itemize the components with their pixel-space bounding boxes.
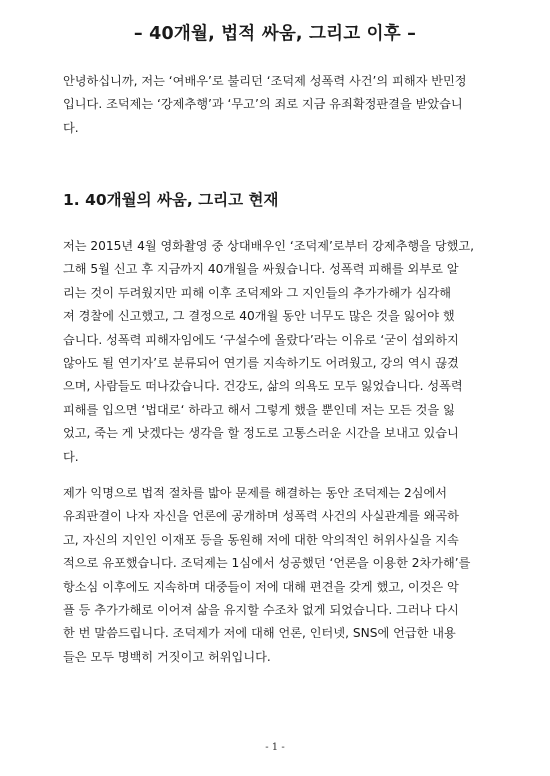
paragraph-line: 피해를 입으면 ‘법대로‘ 하라고 해서 그렇게 했을 뿐인데 저는 모든 것을 잃 [63,402,455,417]
paragraph-line: 저는 2015년 4월 영화촬영 중 상대배우인 ‘조덕제’로부터 강제추행을 당했고, [63,239,475,253]
paragraph-line: 들은 모두 명백히 거짓이고 허위입니다. [63,649,271,664]
paragraph-line: 제가 익명으로 법적 절차를 밟아 문제를 해결하는 동안 조덕제는 2심에서 [63,486,448,500]
intro-line: 안녕하십니까, 저는 ‘여배우’로 불리던 ‘조덕제 성폭력 사건’의 피해자 반민정 [63,74,467,88]
paragraph-line: 리는 것이 두려웠지만 피해 이후 조덕제와 그 지인들의 추가가해가 심각해 [63,285,452,300]
paragraph-line: 항소심 이후에도 지속하며 대중들이 저에 대해 편견을 갖게 했고, 이것은 악 [63,579,459,594]
paragraph-line: 유죄판결이 나자 자신을 언론에 공개하며 성폭력 사건의 사실관계를 왜곡하 [63,509,459,524]
paragraph-line: 었고, 죽는 게 낫겠다는 생각을 할 정도로 고통스러운 시간을 보내고 있습니 [63,426,459,441]
intro-paragraph [63,70,495,140]
paragraph-line: 다. [63,449,79,464]
paragraph-line: 습니다. 성폭력 피해자임에도 ‘구설수에 올랐다’라는 이유로 ‘굳이 섭외하지 [63,332,459,347]
paragraph-line: 그해 5월 신고 후 지금까지 40개월을 싸웠습니다. 성폭력 피해를 외부로 알 [63,262,459,277]
paragraph-line: 적으로 유포했습니다. 조덕제는 1심에서 성공했던 ‘언론을 이용한 2차가해’를 [63,556,471,571]
paragraph-line: 않아도 될 연기자’로 분류되어 연기를 지속하기도 어려웠고, 강의 역시 끊겼 [63,356,459,371]
document-title: – 40개월, 법적 싸움, 그리고 이후 – [133,24,417,44]
paragraph-2 [63,482,495,669]
page-number: - 1 - [265,742,285,753]
paragraph-line: 져 경찰에 신고했고, 그 결정으로 40개월 동안 너무도 많은 것을 잃어야 했 [63,309,455,324]
intro-line: 입니다. 조덕제는 ‘강제추행’과 ‘무고’의 죄로 지금 유죄확정판결을 받았습니 [63,97,463,112]
section-heading: 1. 40개월의 싸움, 그리고 현재 [63,191,279,209]
paragraph-1 [63,235,495,469]
paragraph-line: 플 등 추가가해로 이어져 삶을 유지할 수조차 없게 되었습니다. 그러나 다시 [63,603,459,618]
paragraph-line: 한 번 말씀드립니다. 조덕제가 저에 대해 언론, 인터넷, SNS에 언급한 내용 [63,626,456,641]
paragraph-line: 으며, 사람들도 떠나갔습니다. 건강도, 삶의 의욕도 모두 잃었습니다. 성폭력 [63,379,463,394]
paragraph-line: 고, 자신의 지인인 이재포 등을 동원해 저에 대한 악의적인 허위사실을 지속 [63,532,459,547]
intro-line: 다. [63,120,79,135]
